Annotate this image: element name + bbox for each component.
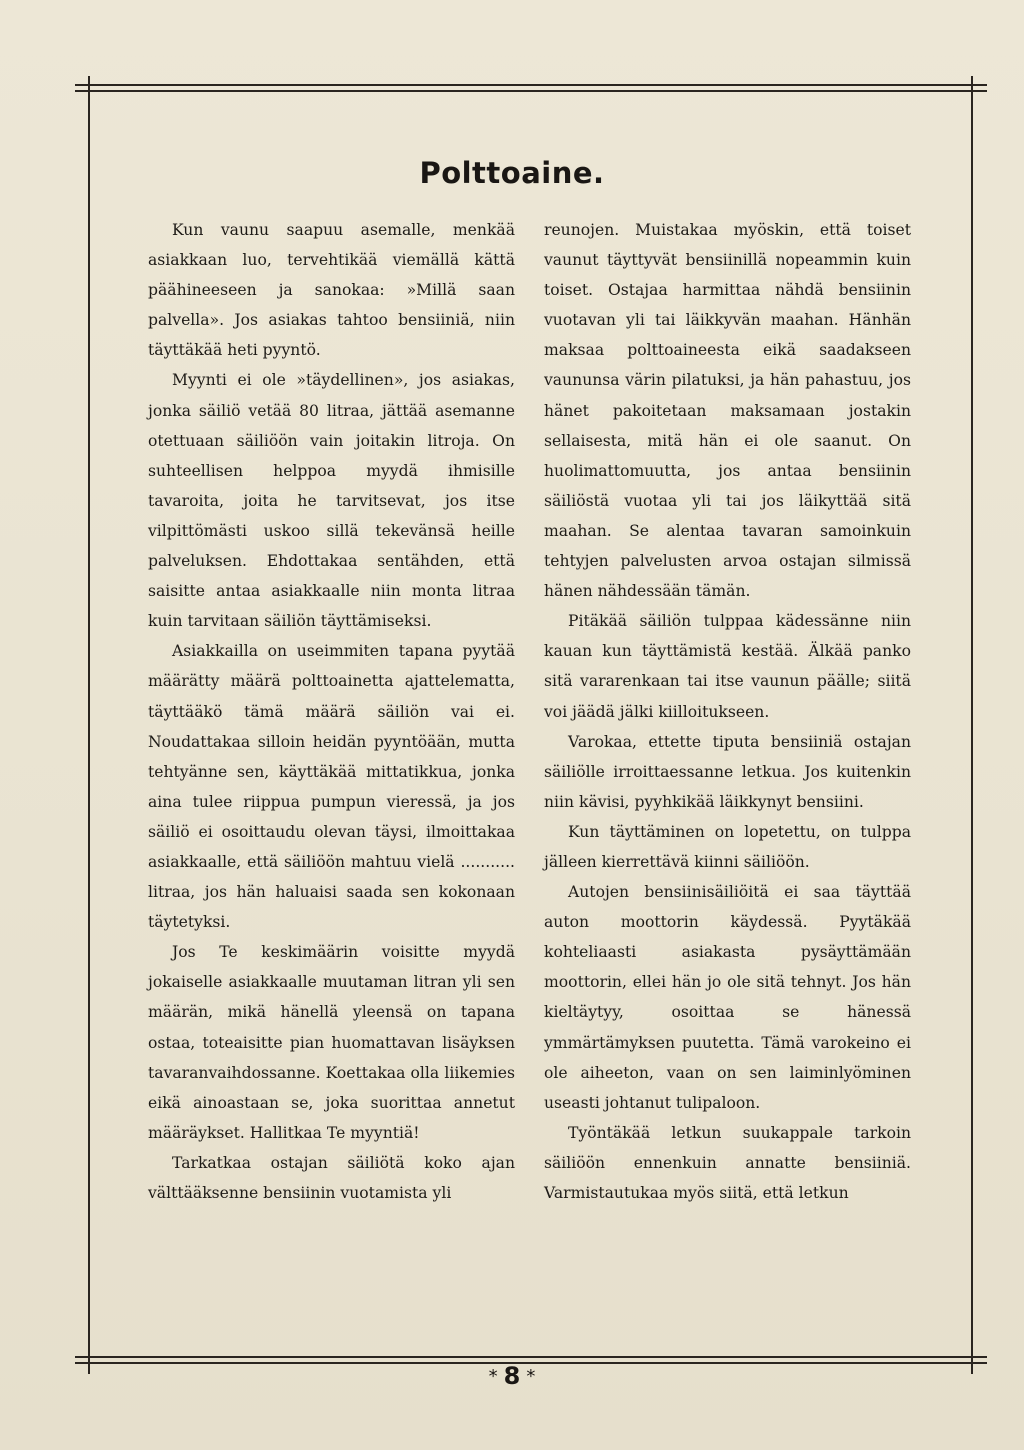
- right-rule: [971, 76, 973, 1374]
- left-rule: [88, 76, 90, 1374]
- paragraph: Tarkatkaa ostajan säiliötä koko ajan välttääksenne bensiinin vuotamista yli: [148, 1153, 515, 1202]
- paragraph-continued: reunojen. Muistakaa myöskin, että toiset vaunut täyttyvät bensiinillä nopeammin kuin toiset. Ostajaa harmittaa nähdä bensiinin vuotavan yli tai läikkyvän maahan. Hänhän maksaa polttoaineesta eikä saadakseen vaununsa värin pilatuksi, ja hän pahastuu, jos hänet pakoitetaan maksamaan jostakin sellaisesta, mitä hän ei ole saanut. On huolimattomuutta, jos antaa bensiinin säiliöstä vuotaa yli tai jos läikyttää sitä maahan. Se alentaa tavaran samoinkuin tehtyjen palvelusten arvoa ostajan silmissä hänen nähdessään tämän.: [544, 221, 911, 601]
- paragraph: Asiakkailla on useimmiten tapana pyytää määrätty määrä polttoainetta ajattelematta, täyttääkö tämä määrä säiliön vai ei. Noudattakaa silloin heidän pyyntöään, mutta tehtyänne sen, käyttäkää mittatikkua, jonka aina tulee riippua pumpun vieressä, ja jos säiliö ei osoittaudu olevan täysi, ilmoittakaa asiakkaalle, että säiliöön mahtuu vielä ........... litraa, jos hän haluaisi saada sen kokonaan täytetyksi.: [148, 642, 515, 932]
- page-footer: [0, 1362, 1024, 1390]
- paragraph: Kun vaunu saapuu asemalle, menkää asiakkaan luo, tervehtikää viemällä kättä päähineeseen ja sanokaa: »Millä saan palvella». Jos asiakas tahtoo bensiiniä, niin täyttäkää heti pyyntö.: [148, 221, 515, 360]
- paragraph: Työntäkää letkun suukappale tarkoin säiliöön ennenkuin annatte bensiiniä. Varmistautukaa myös siitä, että letkun: [544, 1123, 911, 1202]
- page-number: 8: [503, 1362, 521, 1390]
- paragraph: Kun täyttäminen on lopetettu, on tulppa jälleen kierrettävä kiinni säiliöön.: [544, 822, 911, 871]
- bottom-rule: [75, 1356, 987, 1358]
- top-rule-inner: [75, 90, 987, 92]
- paragraph: Jos Te keskimäärin voisitte myydä jokaiselle asiakkaalle muutaman litran yli sen määrän, mikä hänellä yleensä on tapana ostaa, toteaisitte pian huomattavan lisäyksen tavaranvaihdossanne. Koettakaa olla liikemies eikä ainoastaan se, joka suorittaa annetut määräykset. Hallitkaa Te myyntiä!: [148, 943, 515, 1142]
- paragraph: Autojen bensiinisäiliöitä ei saa täyttää auton moottorin käydessä. Pyytäkää kohteliaasti asiakasta pysäyttämään moottorin, ellei hän jo ole sitä tehnyt. Jos hän kieltäytyy, osoittaa se hänessä ymmärtämyksen puutetta. Tämä varokeino ei ole aiheeton, vaan on sen laiminlyöminen useasti johtanut tulipaloon.: [544, 883, 911, 1112]
- right-column: [544, 215, 911, 1208]
- top-rule: [75, 84, 987, 86]
- paragraph: Myynti ei ole »täydellinen», jos asiakas, jonka säiliö vetää 80 litraa, jättää asemanne otettuaan säiliöön vain joitakin litroja. On suhteellisen helppoa myydä ihmisille tavaroita, joita he tarvitsevat, jos itse vilpittömästi uskoo sillä tekevänsä heille palveluksen. Ehdottakaa sentähden, että saisitte antaa asiakkaalle niin monta litraa kuin tarvitaan säiliön täyttämiseksi.: [148, 371, 515, 631]
- page-marker-right: *: [526, 1366, 536, 1387]
- paragraph: Varokaa, ettette tiputa bensiiniä ostajan säiliölle irroittaessanne letkua. Jos kuitenkin niin kävisi, pyyhkikää läikkynyt bensiini.: [544, 732, 911, 811]
- page-title: Polttoaine.: [419, 156, 605, 190]
- page-marker-left: *: [488, 1366, 498, 1387]
- left-column: [148, 215, 515, 1208]
- paragraph: Pitäkää säiliön tulppaa kädessänne niin kauan kun täyttämistä kestää. Älkää panko sitä vararenkaan tai itse vaunun päälle; siitä voi jäädä jälki kiilloitukseen.: [544, 612, 911, 721]
